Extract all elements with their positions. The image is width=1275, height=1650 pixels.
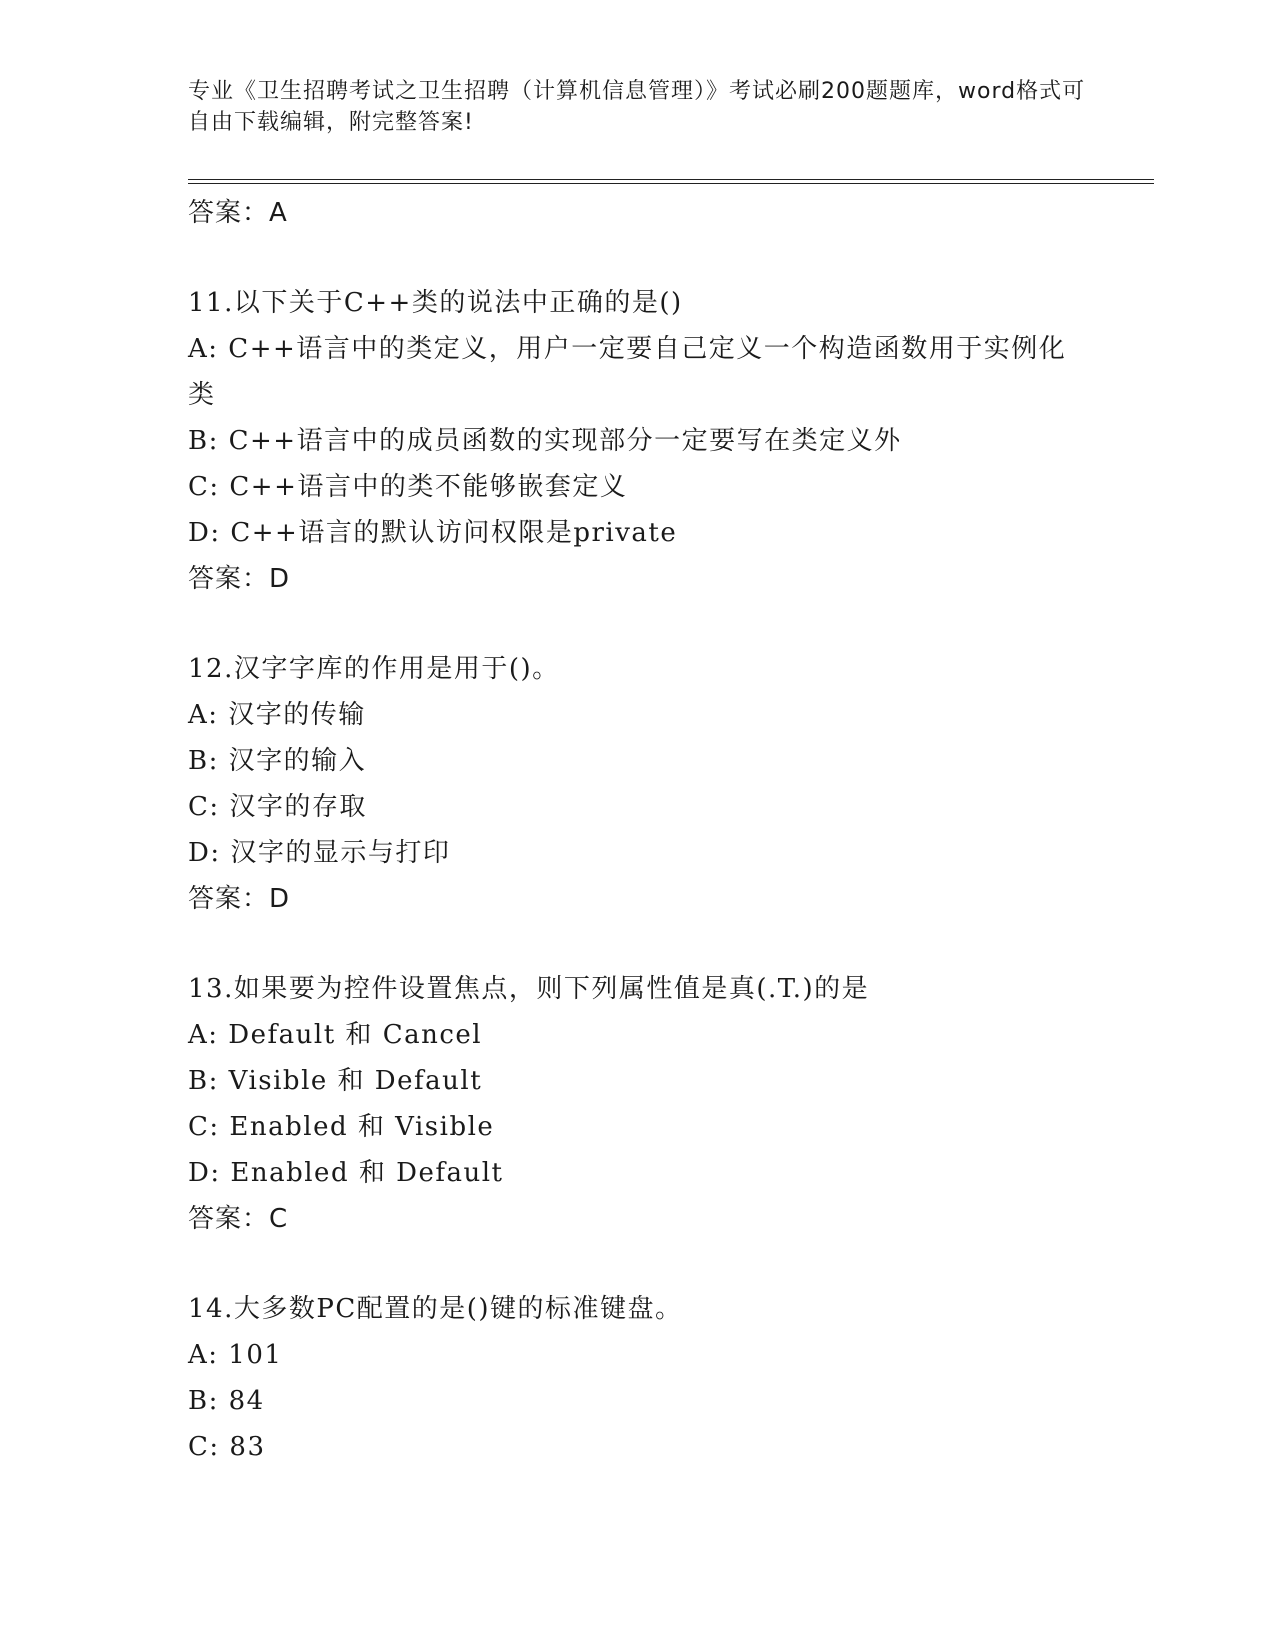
option-c: C: C++语言中的类不能够嵌套定义 [188, 472, 628, 502]
option-c: C: 汉字的存取 [188, 792, 367, 822]
option-a: A: 汉字的传输 [188, 700, 366, 730]
question-11 [188, 280, 1088, 602]
option-c: C: Enabled 和 Visible [188, 1112, 495, 1142]
option-b: B: 84 [188, 1386, 265, 1416]
option-b: B: C++语言中的成员函数的实现部分一定要写在类定义外 [188, 426, 902, 456]
question-stem: 13.如果要为控件设置焦点，则下列属性值是真(.T.)的是 [188, 974, 870, 1004]
option-d: D: 汉字的显示与打印 [188, 838, 451, 868]
question-13 [188, 966, 1088, 1242]
question-stem: 14.大多数PC配置的是()键的标准键盘。 [188, 1294, 683, 1324]
question-stem: 11.以下关于C++类的说法中正确的是() [188, 288, 683, 318]
option-d: D: Enabled 和 Default [188, 1158, 504, 1188]
option-c: C: 83 [188, 1432, 266, 1462]
document-header: 专业《卫生招聘考试之卫生招聘（计算机信息管理）》考试必刷200题题库，word格式可自由下载编辑，附完整答案! [188, 79, 1086, 135]
option-b: B: Visible 和 Default [188, 1066, 483, 1096]
question-12 [188, 646, 1088, 922]
question-answer: 答案：D [188, 564, 291, 594]
question-list [188, 190, 1088, 1470]
question-stem: 12.汉字字库的作用是用于()。 [188, 654, 560, 684]
option-b: B: 汉字的输入 [188, 746, 367, 776]
question-answer: 答案：C [188, 1204, 289, 1234]
header-rule-top [188, 179, 1154, 180]
option-a: A: C++语言中的类定义，用户一定要自己定义一个构造函数用于实例化类 [188, 334, 1067, 410]
question-answer: 答案：D [188, 884, 291, 914]
previous-answer: 答案：A [188, 198, 288, 228]
question-14 [188, 1286, 1088, 1470]
header-rule-bottom [188, 183, 1154, 184]
option-a: A: 101 [188, 1340, 283, 1370]
option-d: D: C++语言的默认访问权限是private [188, 518, 678, 548]
option-a: A: Default 和 Cancel [188, 1020, 483, 1050]
